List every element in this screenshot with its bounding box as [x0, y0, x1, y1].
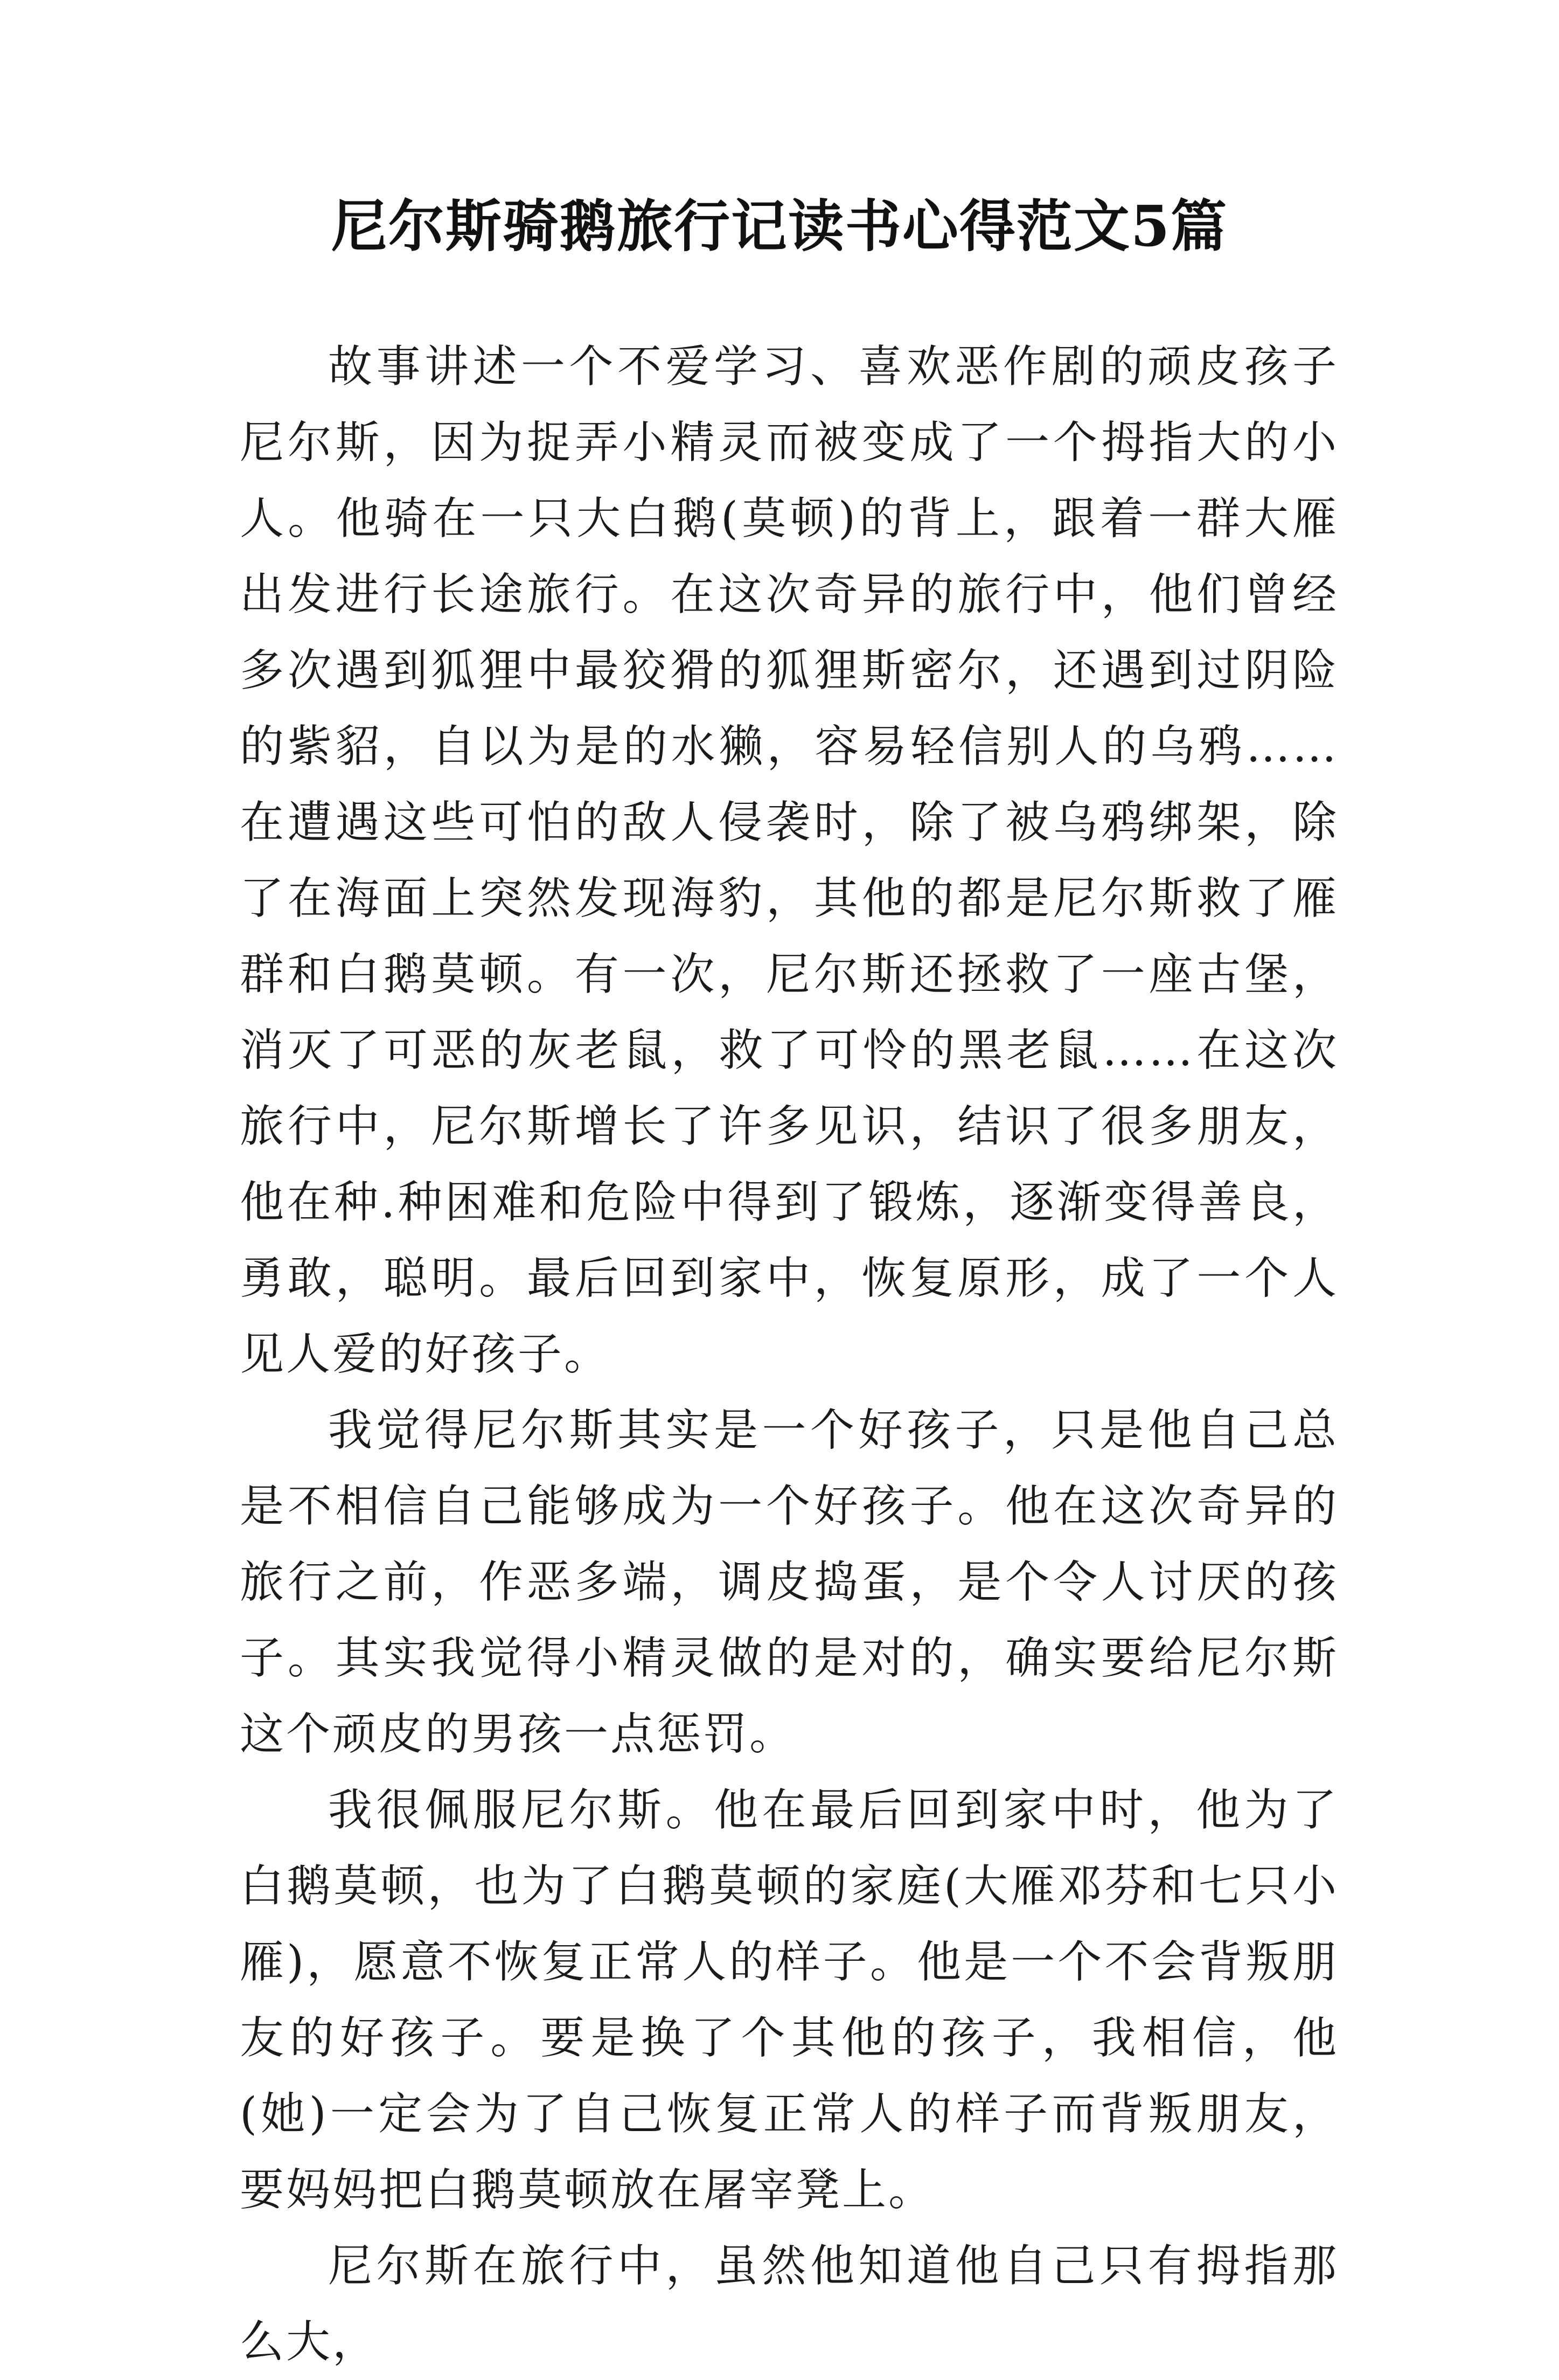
paragraph: 我觉得尼尔斯其实是一个好孩子，只是他自己总是不相信自己能够成为一个好孩子。他在这次奇异的旅行之前，作恶多端，调皮捣蛋，是个令人讨厌的孩子。其实我觉得小精灵做的是对的，确实要给尼尔斯这个顽皮的男孩一点惩罚。 — [240, 1405, 1339, 1760]
paragraph: 故事讲述一个不爱学习、喜欢恶作剧的顽皮孩子尼尔斯，因为捉弄小精灵而被变成了一个拇指大的小人。他骑在一只大白鹅(莫顿)的背上，跟着一群大雁出发进行长途旅行。在这次奇异的旅行中，他们曾经多次遇到狐狸中最狡猾的狐狸斯密尔，还遇到过阴险的紫貂，自以为是的水獭，容易轻信别人的乌鸦……在遭遇这些可怕的敌人侵袭时，除了被乌鸦绑架，除了在海面上突然发现海豹，其他的都是尼尔斯救了雁群和白鹅莫顿。有一次，尼尔斯还拯救了一座古堡，消灭了可恶的灰老鼠，救了可怜的黑老鼠……在这次旅行中，尼尔斯增长了许多见识，结识了很多朋友，他在种.种困难和危险中得到了锻炼，逐渐变得善良，勇敢，聪明。最后回到家中，恢复原形，成了一个人见人爱的好孩子。 — [240, 341, 1339, 1380]
paragraph: 尼尔斯在旅行中，虽然他知道他自己只有拇指那么大， — [240, 2240, 1339, 2368]
document-body — [240, 329, 1339, 2380]
document-title: 尼尔斯骑鹅旅行记读书心得范文5篇 — [331, 193, 1228, 259]
paragraph: 我很佩服尼尔斯。他在最后回到家中时，他为了白鹅莫顿，也为了白鹅莫顿的家庭(大雁邓芬和七只小雁)，愿意不恢复正常人的样子。他是一个不会背叛朋友的好孩子。要是换了个其他的孩子，我相信，他(她)一定会为了自己恢复正常人的样子而背叛朋友，要妈妈把白鹅莫顿放在屠宰凳上。 — [240, 1785, 1339, 2216]
